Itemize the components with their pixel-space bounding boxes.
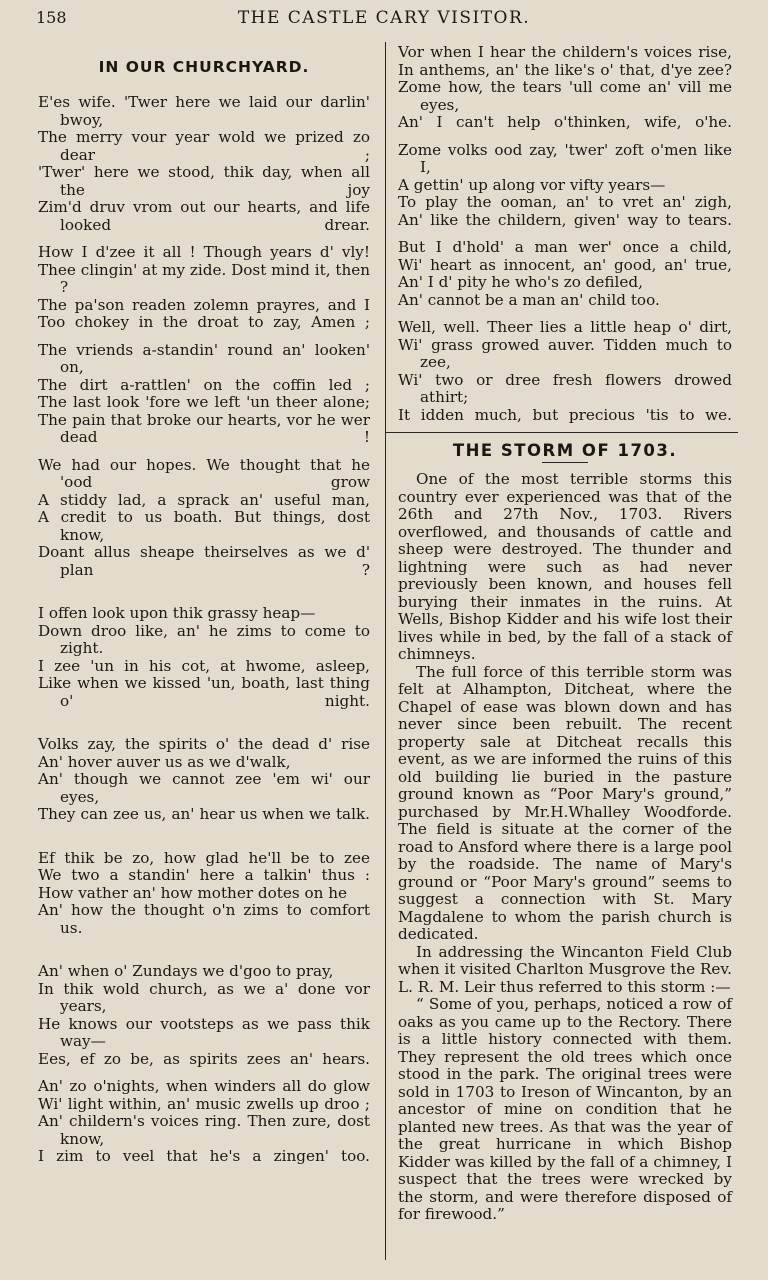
poem-stanza: [38, 244, 370, 332]
poem-line: An' zo o'nights, when winders all do glow: [38, 1077, 370, 1095]
poem-line: Zim'd druv vrom out our hearts, and life looked drear.: [38, 198, 370, 234]
poem-stanza: [38, 963, 370, 1068]
poem-line: An' I d' pity he who's zo defiled,: [398, 273, 643, 291]
poem-stanza: [38, 457, 370, 580]
poem-line: Doant allus sheape theirselves as we d' plan ?: [38, 543, 370, 579]
poem-stanza: [38, 1078, 370, 1166]
poem-line: We two a standin' here a talkin' thus :: [38, 866, 370, 884]
poem-line: They can zee us, an' hear us when we talk.: [38, 805, 370, 823]
poem-line: How I d'zee it all ! Though years d' vly!: [38, 243, 370, 261]
poem-stanza: [38, 94, 370, 234]
poem-line: Too chokey in the droat to zay, Amen ;: [38, 313, 370, 331]
poem-line: Wi' two or dree fresh flowers drowed athirt;: [398, 370, 732, 406]
article-title: THE STORM OF 1703.: [452, 441, 678, 460]
article-paragraph: In addressing the Wincanton Field Club when it visited Charlton Musgrove the Rev. L. R. M. Leir thus referred to this storm :—: [398, 942, 732, 996]
poem-stanza: [38, 736, 370, 824]
poem-line: Like when we kissed 'un, boath, last thing o' night.: [38, 674, 370, 710]
poem-line: An' though we cannot zee 'em wi' our eyes,: [38, 770, 370, 806]
poem-line: The pain that broke our hearts, vor he wer dead !: [38, 410, 370, 446]
poem-line: Down droo like, an' he zims to come to zight.: [38, 621, 370, 657]
poem-line: Wi' light within, an' music zwells up droo ;: [38, 1094, 370, 1113]
poem-line: Vor when I hear the childern's voices rise,: [398, 43, 732, 61]
page-number: 158: [36, 8, 67, 27]
section-rule: [386, 432, 738, 433]
poem-line: But I d'hold' a man wer' once a child,: [398, 238, 732, 256]
poem-line: It idden much, but precious 'tis to we.: [398, 405, 732, 424]
poem-stanza: [38, 605, 370, 710]
poem-line: We had our hopes. We thought that he 'ood grow: [38, 455, 370, 491]
poem-line: In thik wold church, as we a' done vor years,: [38, 979, 370, 1015]
poem-line: An' I can't help o'thinken, wife, o'he.: [398, 113, 732, 131]
poem-stanza: [38, 342, 370, 447]
poem-stanza: [398, 142, 732, 230]
poem-line: An' like the childern, given' way to tears.: [398, 210, 732, 229]
journal-title: THE CASTLE CARY VISITOR.: [237, 8, 531, 28]
poem-stanza: [398, 319, 732, 424]
poem-line: An' how the thought o'n zims to comfort us.: [38, 901, 370, 937]
poem-line: Volks zay, the spirits o' the dead d' rise: [38, 735, 370, 753]
article-body: [398, 471, 732, 1224]
poem-line: An' cannot be a man an' child too.: [398, 290, 660, 309]
poem-body-left: [38, 94, 370, 1166]
left-column: [38, 50, 370, 1176]
poem-body-right: [398, 44, 732, 424]
poem-line: The last look 'fore we left 'un theer alone;: [38, 393, 370, 411]
poem-stanza: [398, 239, 732, 309]
poem-line: Zome volks ood zay, 'twer' zoft o'men like I,: [398, 140, 732, 176]
poem-line: He knows our vootsteps as we pass thik way—: [38, 1014, 370, 1050]
poem-line: The vriends a-standin' round an' looken' on,: [38, 340, 370, 376]
poem-line: The dirt a-rattlen' on the coffin led ;: [38, 375, 370, 394]
poem-line: An' when o' Zundays we d'goo to pray,: [38, 962, 334, 980]
poem-line: 'Twer' here we stood, thik day, when all the joy: [38, 163, 370, 199]
poem-line: Wi' heart as innocent, an' good, an' true,: [398, 255, 732, 274]
poem-line: A credit to us boath. But things, dost know,: [38, 508, 370, 544]
poem-title: IN OUR CHURCHYARD.: [98, 58, 310, 76]
poem-line: To play the ooman, an' to vret an' zigh,: [398, 193, 732, 211]
poem-line: The merry vour year wold we prized zo dear ;: [38, 128, 370, 164]
poem-line: Ef thik be zo, how glad he'll be to zee: [38, 848, 370, 867]
page-header: [36, 6, 732, 30]
poem-line: The pa'son readen zolemn prayres, and I: [38, 295, 370, 314]
title-underline: [542, 462, 588, 463]
article-paragraph: One of the most terrible storms this country ever experienced was that of the 26th and 27th Nov., 1703. Rivers overflowed, and thousands of cattle and sheep were destroyed. The thunder and lightning were such as had never previously been known, and houses fell burying their inmates in the ruins. At Wells, Bishop Kidder and his wife lost their lives while in bed, by the fall of a stack of chimneys.: [398, 470, 732, 663]
poem-line: In anthems, an' the like's o' that, d'ye zee?: [398, 60, 732, 79]
poem-line: I zee 'un in his cot, at hwome, asleep,: [38, 656, 370, 675]
poem-line: I offen look upon thik grassy heap—: [38, 604, 316, 622]
article-paragraph: The full force of this terrible storm was felt at Alhampton, Ditcheat, where the Chapel of ease was blown down and has never since been rebuilt. The recent property sale at Ditcheat recalls this event, as we are informed the ruins of this old building lie buried in the pasture ground known as “Poor Mary's ground,” purchased by Mr.H.Whalley Woodforde. The field is situate at the corner of the road to Ansford where there is a large pool by the roadside. The name of Mary's ground or “Poor Mary's ground” seems to suggest a connection with St. Mary Magdalene to whom the parish church is dedicated.: [398, 662, 732, 943]
article-paragraph: “ Some of you, perhaps, noticed a row of oaks as you came up to the Rectory. There is a little history connected with them. They represent the old trees which once stood in the park. The original trees were sold in 1703 to Ireson of Wincanton, by an ancestor of mine on condition that he planted new trees. As that was the year of the great hurricane in which Bishop Kidder was killed by the fall of a chimney, I suspect that the trees were wrecked by the storm, and were therefore disposed of for firewood.”: [398, 995, 732, 1223]
poem-line: E'es wife. 'Twer here we laid our darlin' bwoy,: [38, 93, 370, 129]
poem-stanza: [38, 850, 370, 938]
poem-line: An' hover auver us as we d'walk,: [38, 752, 291, 771]
poem-line: Ees, ef zo be, as spirits zees an' hears.: [38, 1049, 370, 1068]
poem-line: Well, well. Theer lies a little heap o' dirt,: [398, 318, 732, 336]
right-column: [398, 44, 732, 1224]
column-divider: [385, 42, 386, 1260]
poem-line: A gettin' up along vor vifty years—: [398, 175, 666, 194]
poem-line: How vather an' how mother dotes on he: [38, 883, 348, 902]
poem-line: Thee clingin' at my zide. Dost mind it, then ?: [38, 260, 371, 296]
poem-line: Zome how, the tears 'ull come an' vill me eyes,: [398, 78, 732, 114]
poem-line: Wi' grass growed auver. Tidden much to zee,: [398, 335, 732, 371]
poem-line: I zim to veel that he's a zingen' too.: [38, 1147, 370, 1165]
poem-stanza: [398, 44, 732, 132]
poem-line: A stiddy lad, a sprack an' useful man,: [38, 490, 370, 509]
poem-line: An' childern's voices ring. Then zure, dost know,: [38, 1112, 370, 1148]
